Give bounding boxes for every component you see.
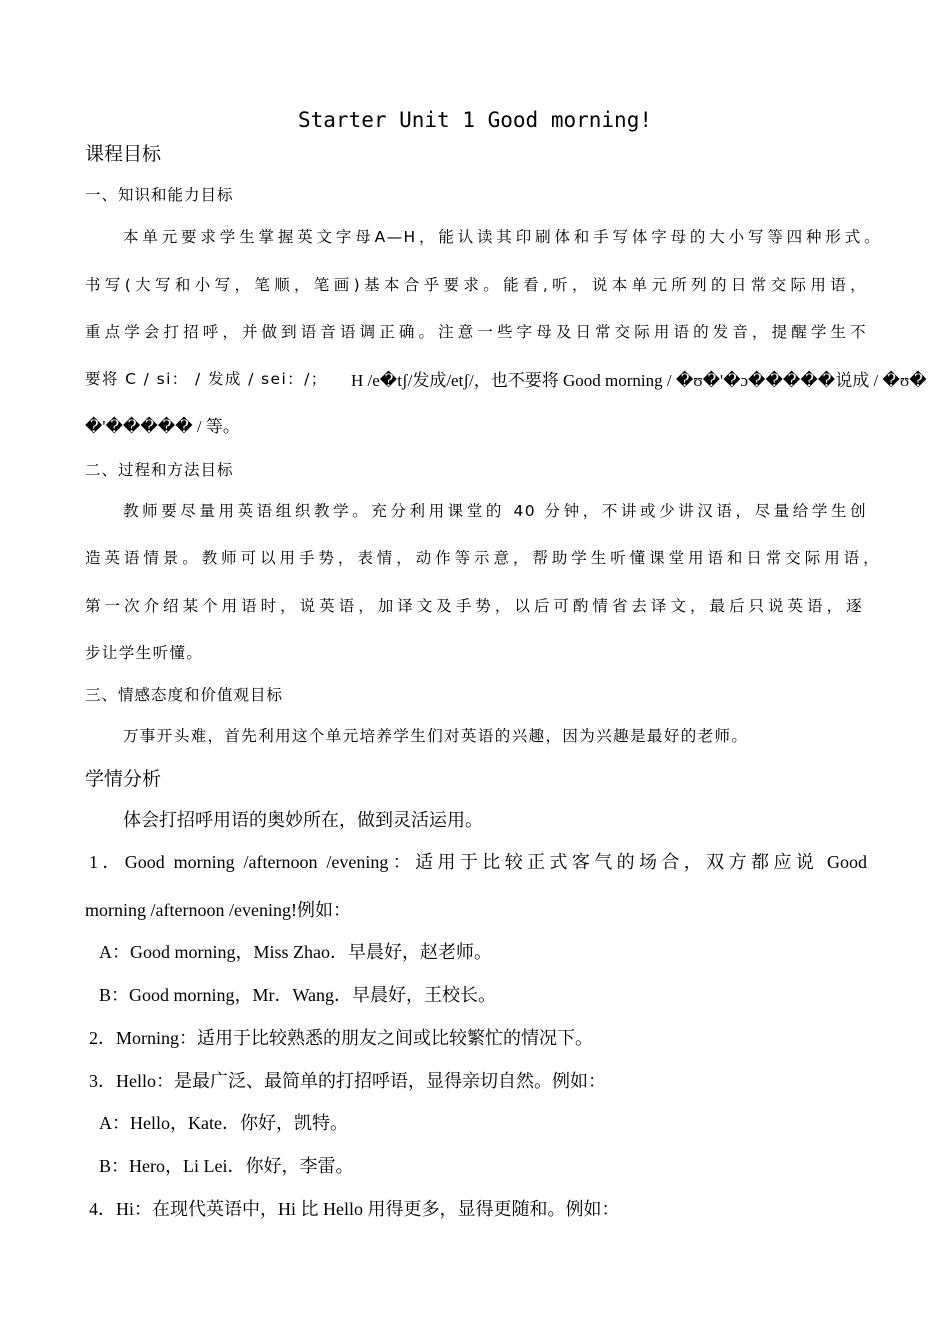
- heading-knowledge-goals: 一、知识和能力目标: [85, 186, 234, 204]
- process-line-1: 教师要尽量用英语组织教学。充分利用课堂的 40 分钟，不讲或少讲汉语，尽量给学生创: [123, 502, 867, 520]
- knowledge-line-5: �'����� / 等。: [85, 417, 240, 436]
- process-line-4: 步让学生听懂。: [85, 644, 204, 662]
- analysis-item-2: 2．Morning：适用于比较熟悉的朋友之间或比较繁忙的情况下。: [89, 1028, 593, 1048]
- analysis-item-1a: 1．Good morning /afternoon /evening：适用于比较正式客气的场合，双方都应说 Good: [89, 852, 867, 872]
- emotion-line-1: 万事开头难，首先利用这个单元培养学生们对英语的兴趣，因为兴趣是最好的老师。: [123, 727, 749, 745]
- document-title: Starter Unit 1 Good morning!: [297, 108, 652, 132]
- process-line-3: 第一次介绍某个用语时，说英语，加译文及手势，以后可酌情省去译文，最后只说英语，逐: [85, 597, 863, 615]
- heading-course-goals: 课程目标: [85, 143, 162, 165]
- knowledge-line-3: 重点学会打招呼，并做到语音语调正确。注意一些字母及日常交际用语的发音，提醒学生不: [85, 323, 867, 341]
- heading-process-goals: 二、过程和方法目标: [85, 461, 234, 479]
- analysis-item-1b: morning /afternoon /evening!例如：: [85, 900, 351, 920]
- analysis-item-1-example-b: B：Good morning，Mr．Wang．早晨好，王校长。: [99, 985, 497, 1005]
- knowledge-line-4b: H /e�tʃ/发成/etʃ/，也不要将 Good morning / �ʊ�'�ɔ�����说成 / �ʊ�: [351, 371, 927, 390]
- analysis-item-3-example-b: B：Hero，Li Lei．你好，李雷。: [99, 1156, 354, 1176]
- analysis-item-1-example-a: A：Good morning，Miss Zhao．早晨好，赵老师。: [99, 942, 492, 962]
- heading-emotion-goals: 三、情感态度和价值观目标: [85, 686, 284, 704]
- analysis-item-3-example-a: A：Hello，Kate．你好，凯特。: [99, 1113, 348, 1133]
- analysis-intro: 体会打招呼用语的奥妙所在，做到灵活运用。: [123, 810, 483, 830]
- process-line-2: 造英语情景。教师可以用手势，表情，动作等示意，帮助学生听懂课堂用语和日常交际用语，: [85, 549, 880, 567]
- knowledge-line-1: 本单元要求学生掌握英文字母A—H，能认读其印刷体和手写体字母的大小写等四种形式。: [123, 228, 881, 246]
- heading-learning-analysis: 学情分析: [85, 768, 162, 790]
- knowledge-line-2: 书写(大写和小写，笔顺，笔画)基本合乎要求。能看,听，说本单元所列的日常交际用语，: [85, 276, 867, 294]
- knowledge-line-4a: 要将 C / si： / 发成 / sei：/；: [85, 370, 328, 388]
- analysis-item-3: 3．Hello：是最广泛、最简单的打招呼语，显得亲切自然。例如：: [89, 1071, 606, 1091]
- analysis-item-4: 4．Hi：在现代英语中，Hi 比 Hello 用得更多，显得更随和。例如：: [89, 1199, 620, 1219]
